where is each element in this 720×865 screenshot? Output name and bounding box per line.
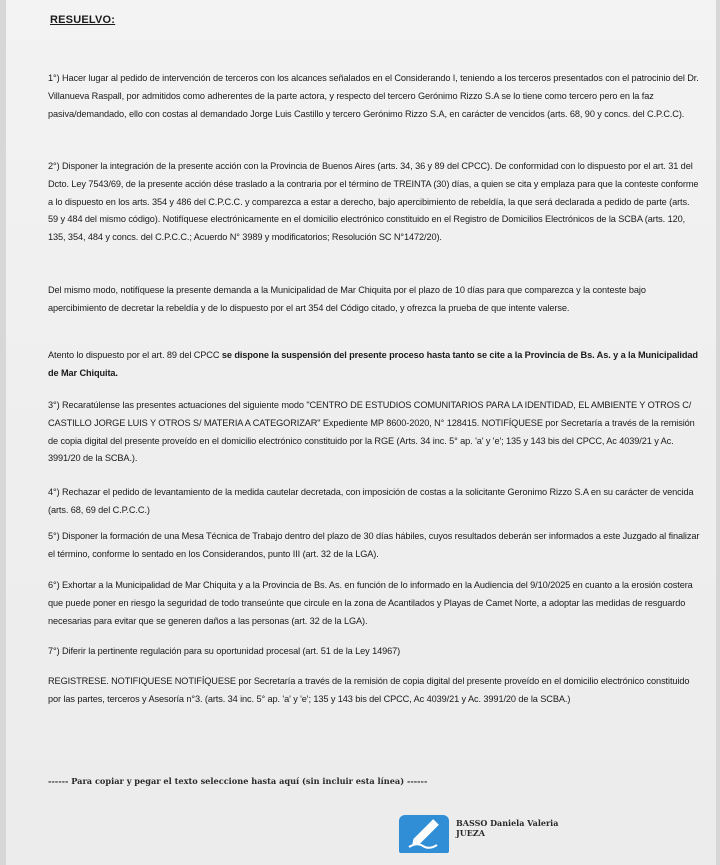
signature-block (456, 818, 558, 838)
paragraph-7: 5°) Disponer la formación de una Mesa Técnica de Trabajo dentro del plazo de 30 días hábiles, cuyos resultados deberán ser informados a este Juzgado al finalizar el término, conforme lo sentado en los Considerandos, punto III (art. 32 de la LGA). (48, 531, 700, 559)
paragraph-1: 1°) Hacer lugar al pedido de intervención de terceros con los alcances señalados en el Considerando I, teniendo a los terceros presentados con el patrocinio del Dr. Villanueva Raspall, por admitidos como adherentes de la parte actora, y respecto del tercero Gerónimo Rizzo S.A se lo tiene como tercero pero en la faz pasiva/demandado, ello con costas al demandado Jorge Luis Castillo y tercero Gerónimo Rizzo S.A, en carácter de vencidos (arts. 68, 90 y concs. del C.P.C.C). (48, 73, 699, 119)
section-heading: RESUELVO: (50, 14, 116, 26)
paragraph-4-plain: Atento lo dispuesto por el art. 89 del CPCC (48, 350, 222, 360)
paragraph-4-bold: se dispone la suspensión del presente proceso hasta tanto se cite a la Provincia de Bs. As. y a la Municipalidad de Mar Chiquita. (48, 350, 698, 378)
paragraph-5: 3°) Recaratúlense las presentes actuaciones del siguiente modo "CENTRO DE ESTUDIOS COMUNITARIOS PARA LA IDENTIDAD, EL AMBIENTE Y OTROS C/ CASTILLO JORGE LUIS Y OTROS S/ MATERIA A CATEGORIZAR" Expediente MP 8600-2020, N° 128415. NOTIFÍQUESE por Secretaría a través de la remisión de copia digital del presente proveído en el domicilio electrónico constituido por la RGE (Arts. 34 inc. 5° ap. 'a' y 'e'; 135 y 143 bis del CPCC, Ac 4039/21 y Ac. 3991/20 de la SCBA.). (48, 400, 695, 464)
copy-instruction-line: ------ Para copiar y pegar el texto seleccione hasta aquí (sin incluir esta línea) ------ (48, 776, 428, 786)
signer-name: BASSO Daniela Valeria (456, 818, 559, 828)
document-page (6, 0, 716, 865)
paragraph-8: 6°) Exhortar a la Municipalidad de Mar Chiquita y a la Provincia de Bs. As. en función de lo informado en la Audiencia del 9/10/2025 en cuanto a la erosión costera que puede poner en riesgo la seguridad de todo transeúnte que circule en la zona de Acantilados y Playas de Camet Norte, a adoptar las medidas de resguardo necesarias para evitar que se generen daños a las personas (art. 32 de la LGA). (48, 580, 693, 626)
pen-signature-icon (399, 815, 449, 853)
paragraph-9: 7°) Diferir la pertinente regulación para su oportunidad procesal (art. 51 de la Ley 14967) (48, 646, 401, 656)
paragraph-3: Del mismo modo, notifíquese la presente demanda a la Municipalidad de Mar Chiquita por el plazo de 10 días para que comparezca y la conteste bajo apercibimiento de decretar la rebeldía y de lo dispuesto por el art 354 del Código citado, y ofrezca la prueba de que intente valerse. (48, 285, 646, 313)
paragraph-10: REGISTRESE. NOTIFIQUESE NOTIFÍQUESE por Secretaría a través de la remisión de copia digital del presente proveído en el domicilio electrónico constituido por las partes, terceros y Asesoría n°3. (arts. 34 inc. 5° ap. 'a' y 'e'; 135 y 143 bis del CPCC, Ac 4039/21 y Ac. 3991/20 de la SCBA.) (48, 676, 690, 704)
paragraph-6: 4°) Rechazar el pedido de levantamiento de la medida cautelar decretada, con imposición de costas a la solicitante Geronimo Rizzo S.A en su carácter de vencida (arts. 68, 69 del C.P.C.C.) (48, 487, 694, 515)
signer-role: JUEZA (456, 828, 485, 838)
paragraph-4 (48, 347, 700, 383)
paragraph-2: 2°) Disponer la integración de la presente acción con la Provincia de Buenos Aires (arts. 34, 36 y 89 del CPCC). De conformidad con lo dispuesto por el art. 31 del Dcto. Ley 7543/69, de la presente acción dése traslado a la contraria por el término de TREINTA (30) días, a quien se cita y emplaza para que la conteste conforme a lo dispuesto en los arts. 354 y 486 del C.P.C.C. y comparezca a estar a derecho, bajo apercibimiento de rebeldía, la que será declarada a pedido de parte (arts. 59 y 484 del mismo código). Notifíquese electrónicamente en el domicilio electrónico constituido en el Registro de Domicilios Electrónicos de la SCBA (arts. 120, 135, 354, 484 y concs. del C.P.C.C.; Acuerdo N° 3989 y modificatorios; Resolución SC N°1472/20). (48, 161, 699, 243)
